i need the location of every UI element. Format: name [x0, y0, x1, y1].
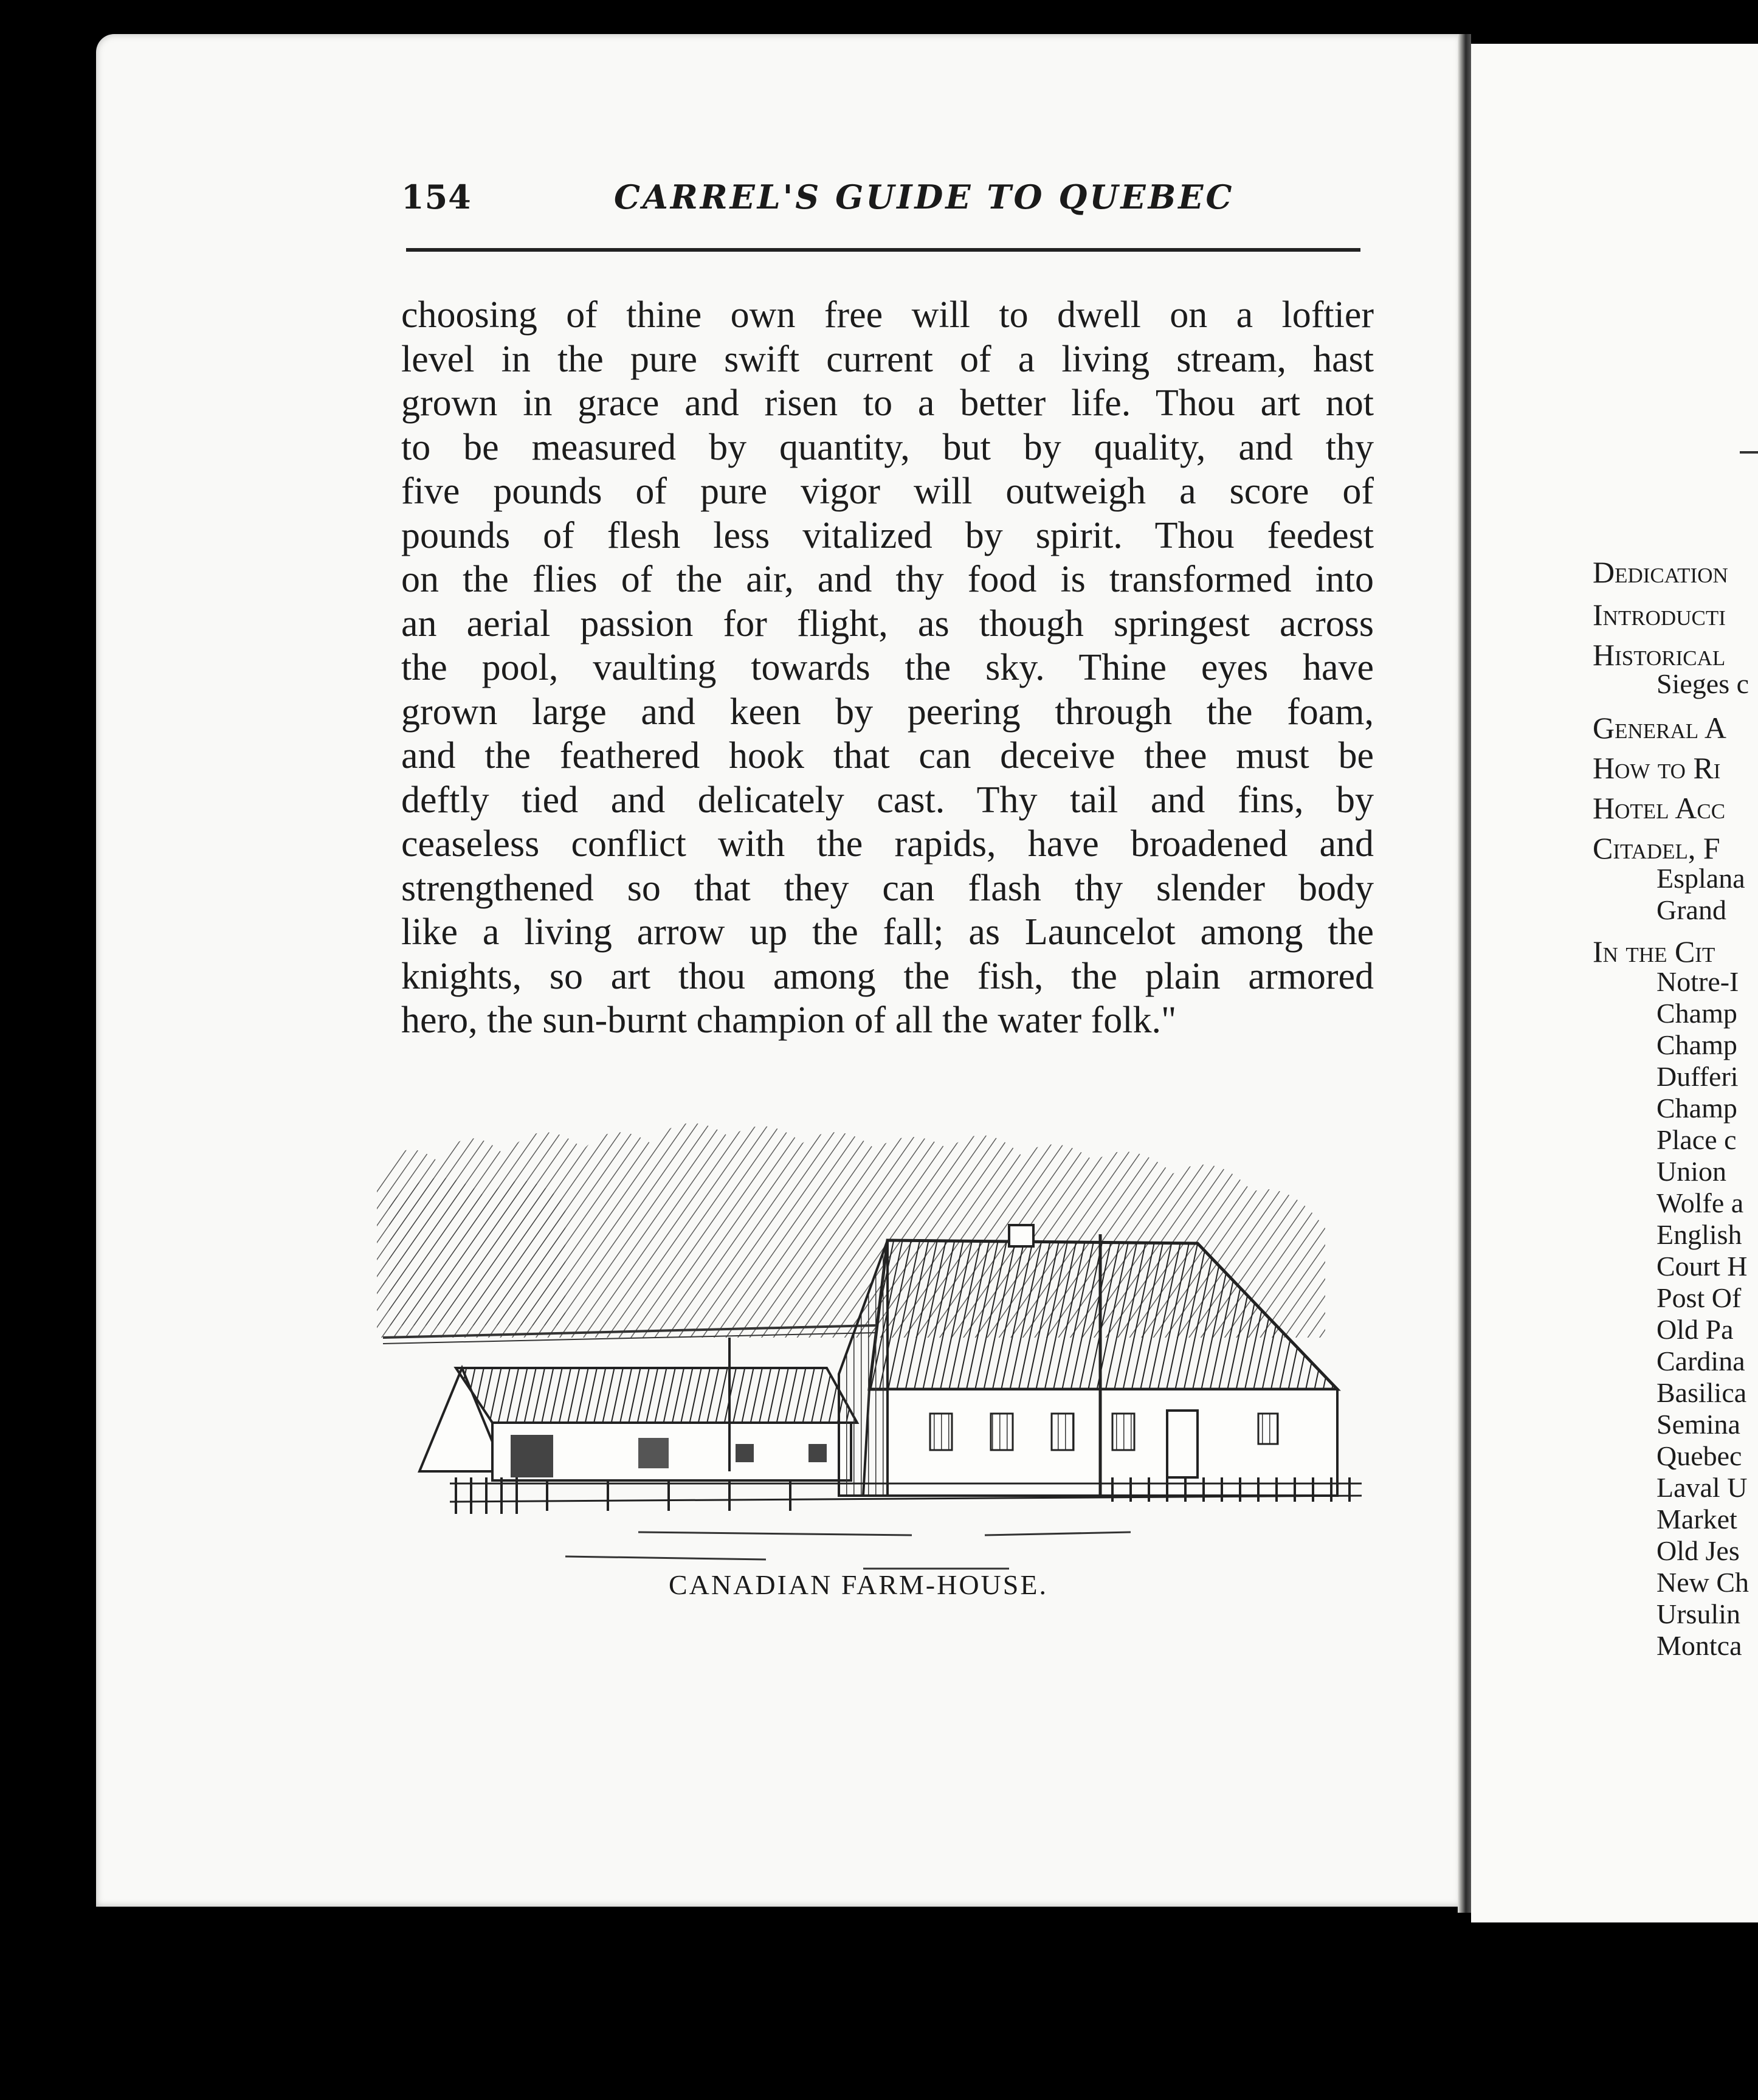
toc-entry: Old Pa — [1656, 1314, 1734, 1345]
toc-entry: Cardina — [1656, 1345, 1745, 1376]
toc-entry: English — [1656, 1219, 1742, 1250]
header-rule — [406, 248, 1360, 252]
toc-entry: Semina — [1656, 1409, 1740, 1440]
toc-entry: In the Cit — [1593, 934, 1715, 969]
body-line: to be measured by quantity, but by quality, and thy — [401, 426, 1374, 468]
toc-entry: Montca — [1656, 1630, 1742, 1661]
farm-house-illustration — [365, 1107, 1410, 1593]
body-line: knights, so art thou among the fish, the plain armored — [401, 955, 1374, 997]
book-gutter — [1458, 34, 1471, 1913]
body-line: an aerial passion for flight, as though springest across — [401, 603, 1374, 644]
body-line: deftly tied and delicately cast. Thy tail and fins, by — [401, 779, 1374, 821]
toc-entry: Historical — [1593, 638, 1726, 672]
body-line: strengthened so that they can flash thy slender body — [401, 867, 1374, 909]
body-line: grown large and keen by peering through the foam, — [401, 691, 1374, 733]
toc-entry: Esplana — [1656, 863, 1745, 894]
body-line: choosing of thine own free will to dwell on a loftier — [401, 294, 1374, 336]
toc-entry: Sieges c — [1656, 668, 1749, 699]
toc-entry: Place c — [1656, 1124, 1737, 1155]
body-line: grown in grace and risen to a better life. Thou art not — [401, 382, 1374, 424]
toc-entry: Wolfe a — [1656, 1187, 1744, 1218]
toc-entry: Notre-I — [1656, 966, 1739, 997]
toc-entry: Quebec — [1656, 1440, 1742, 1471]
toc-entry: Champ — [1656, 1029, 1737, 1060]
toc-entry: Champ — [1656, 998, 1737, 1029]
body-line: ceaseless conflict with the rapids, have broadened and — [401, 823, 1374, 865]
toc-entry: Dufferi — [1656, 1061, 1739, 1092]
toc-entry: Old Jes — [1656, 1535, 1740, 1566]
toc-entry: New Ch — [1656, 1567, 1749, 1598]
body-line: hero, the sun-burnt champion of all the water folk." — [401, 1000, 1177, 1041]
right-page-rule — [1740, 451, 1758, 454]
toc-entry: Ursulin — [1656, 1598, 1740, 1629]
toc-entry: Union — [1656, 1156, 1726, 1187]
toc-entry: Court H — [1656, 1251, 1748, 1282]
toc-entry: Champ — [1656, 1093, 1737, 1124]
toc-entry: Post Of — [1656, 1282, 1742, 1313]
body-line: five pounds of pure vigor will outweigh a score of — [401, 471, 1374, 512]
toc-entry: Market — [1656, 1504, 1737, 1535]
illustration-caption: CANADIAN FARM-HOUSE. — [669, 1569, 1048, 1600]
toc-entry: General A — [1593, 711, 1726, 745]
body-line: on the flies of the air, and thy food is transformed into — [401, 559, 1374, 600]
toc-entry: Grand — [1656, 894, 1726, 925]
toc-entry: Laval U — [1656, 1472, 1748, 1503]
body-line: the pool, vaulting towards the sky. Thine eyes have — [401, 647, 1374, 688]
body-line: like a living arrow up the fall; as Launcelot among the — [401, 911, 1374, 953]
toc-entry: Hotel Acc — [1593, 791, 1726, 825]
page-number: 154 — [401, 178, 472, 216]
toc-entry: Basilica — [1656, 1377, 1747, 1408]
toc-entry: Dedication — [1593, 555, 1728, 589]
body-line: and the feathered hook that can deceive thee must be — [401, 735, 1374, 776]
running-title: CARREL'S GUIDE TO QUEBEC — [614, 178, 1235, 216]
body-text — [401, 293, 1374, 1043]
body-line: pounds of flesh less vitalized by spirit. Thou feedest — [401, 514, 1374, 556]
toc-entry: Introducti — [1593, 598, 1726, 632]
toc-entry: How to Ri — [1593, 751, 1721, 785]
toc-entry: Citadel, F — [1593, 831, 1720, 865]
body-line: level in the pure swift current of a living stream, hast — [401, 338, 1374, 380]
